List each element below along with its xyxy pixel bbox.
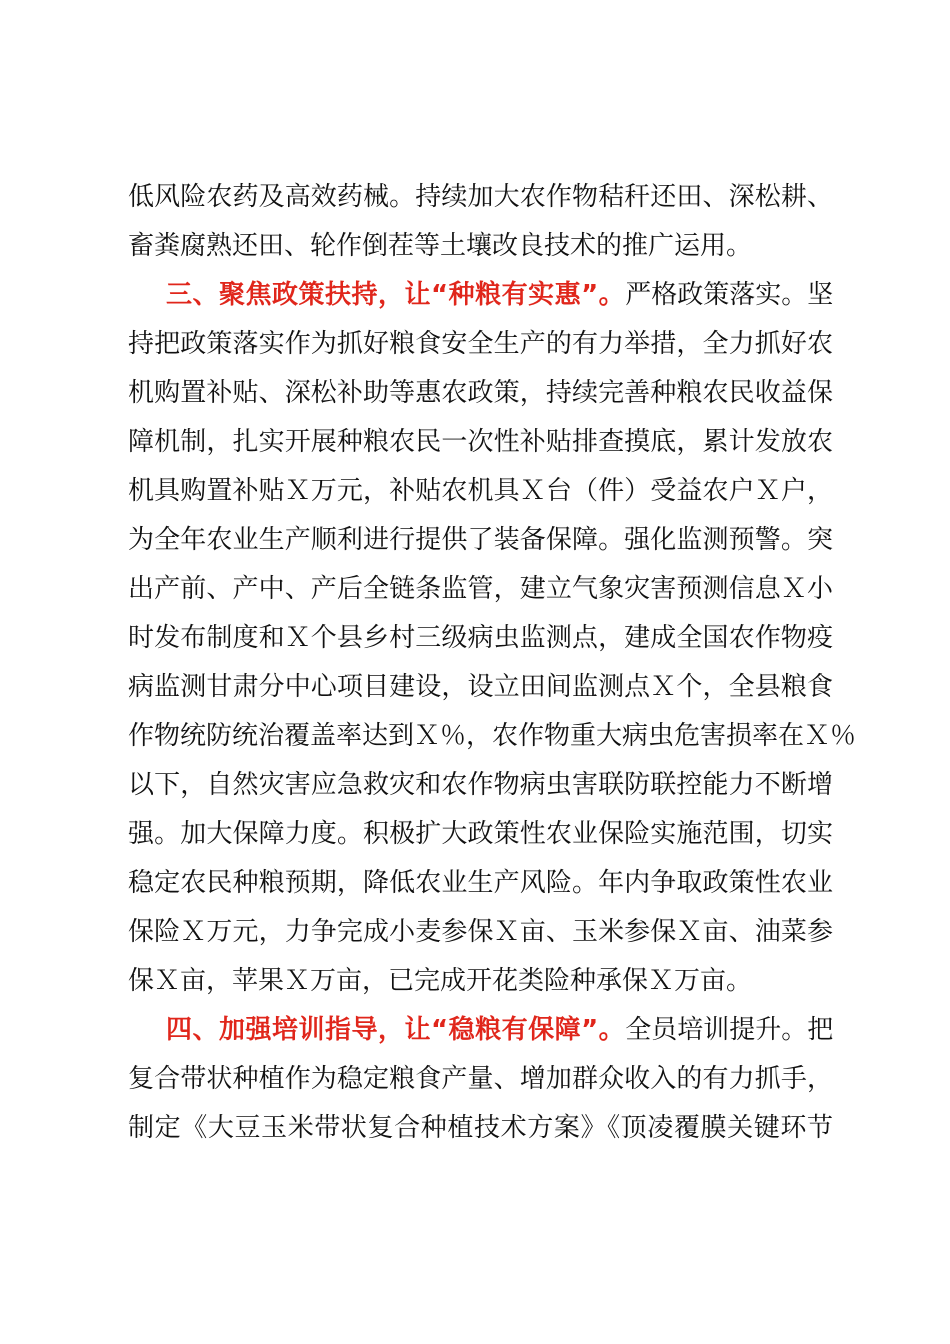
text-line: 保险Ｘ万元，力争完成小麦参保Ｘ亩、玉米参保Ｘ亩、油菜参 [128,917,833,947]
text-line: 时发布制度和Ｘ个县乡村三级病虫监测点，建成全国农作物疫 [128,623,833,653]
heading-line [128,1006,833,1055]
text-run: 严格政策落实。坚 [625,280,834,310]
text-run: 全员培训提升。把 [625,1015,834,1045]
text-line: 持把政策落实作为抓好粮食安全生产的有力举措，全力抓好农 [128,329,833,359]
text-line: 出产前、产中、产后全链条监管，建立气象灾害预测信息Ｘ小 [128,574,833,604]
heading-line [128,271,833,320]
text-line: 复合带状种植作为稳定粮食产量、增加群众收入的有力抓手， [128,1064,833,1094]
text-line: 机购置补贴、深松补助等惠农政策，持续完善种粮农民收益保 [128,378,833,408]
text-line: 强。加大保障力度。积极扩大政策性农业保险实施范围，切实 [128,819,833,849]
text-line: 稳定农民种粮预期，降低农业生产风险。年内争取政策性农业 [128,868,833,898]
paragraph-policy-support [128,271,857,1006]
text-line: 作物统防统治覆盖率达到Ｘ％，农作物重大病虫危害损率在Ｘ％ [128,721,857,751]
text-line: 为全年农业生产顺利进行提供了装备保障。强化监测预警。突 [128,525,833,555]
text-line: 保Ｘ亩，苹果Ｘ万亩，已完成开花类险种承保Ｘ万亩。 [128,966,753,996]
text-line: 机具购置补贴Ｘ万元，补贴农机具Ｘ台（件）受益农户Ｘ户， [128,476,833,506]
text-line: 制定《大豆玉米带状复合种植技术方案》《顶凌覆膜关键环节 [128,1113,833,1143]
document-body [128,173,857,1153]
paragraph-continuation [128,173,833,271]
section-heading-4: 四、加强培训指导，让“稳粮有保障”。 [166,1015,626,1045]
paragraph-training-guidance [128,1006,833,1153]
text-line: 低风险农药及高效药械。持续加大农作物秸秆还田、深松耕、 [128,182,833,212]
text-line: 以下，自然灾害应急救灾和农作物病虫害联防联控能力不断增 [128,770,833,800]
section-heading-3: 三、聚焦政策扶持，让“种粮有实惠”。 [166,280,626,310]
text-line: 畜粪腐熟还田、轮作倒茬等土壤改良技术的推广运用。 [128,231,753,261]
text-line: 障机制，扎实开展种粮农民一次性补贴排查摸底，累计发放农 [128,427,833,457]
text-line: 病监测甘肃分中心项目建设，设立田间监测点Ｘ个，全县粮食 [128,672,833,702]
